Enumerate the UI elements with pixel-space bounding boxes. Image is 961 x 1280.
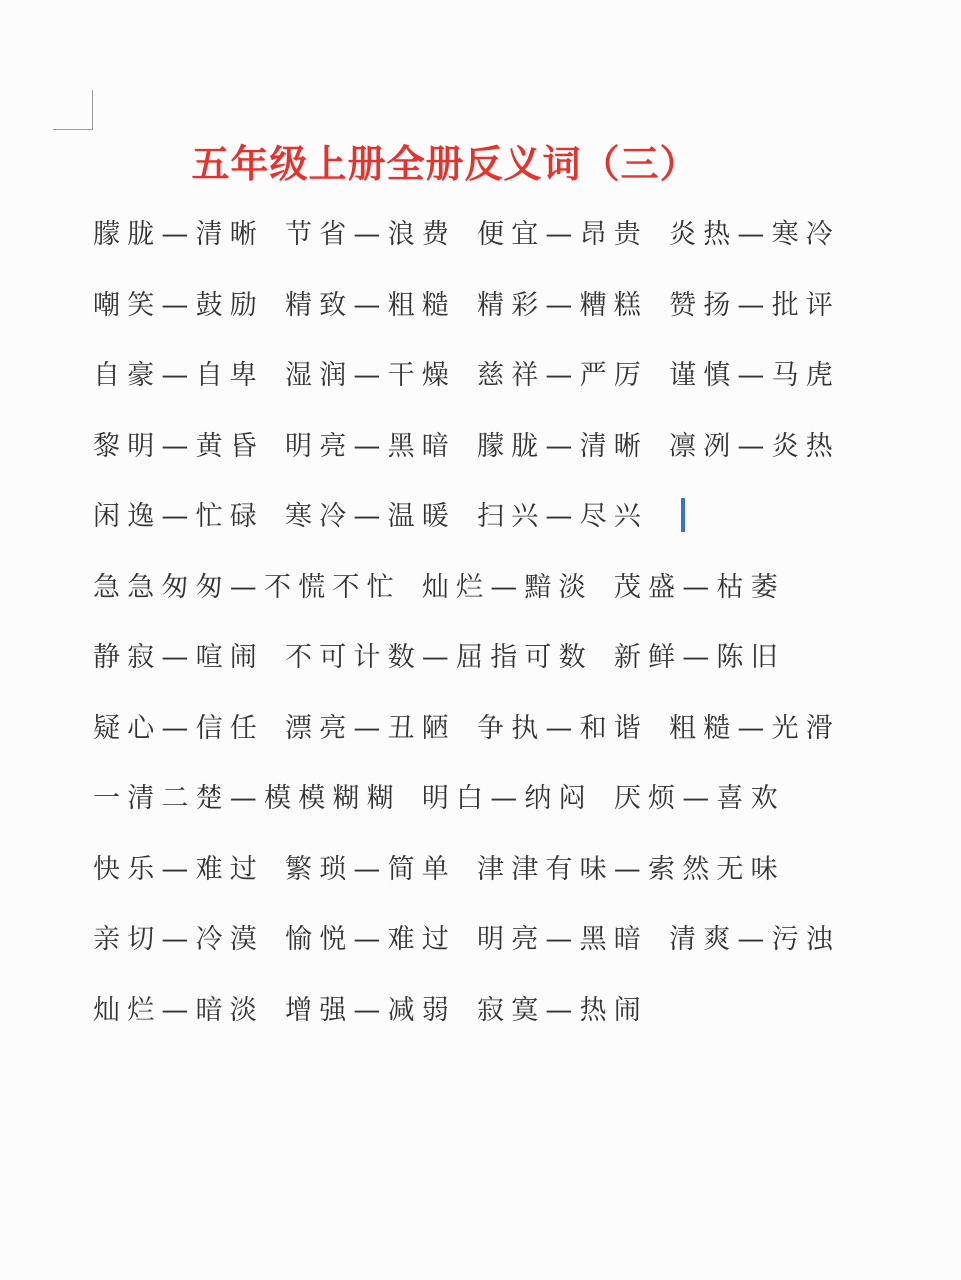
- antonym-pair: 扫兴—尽兴: [477, 501, 648, 532]
- antonym-pair: 节省—浪费: [285, 219, 456, 250]
- antonym-pair: 增强—减弱: [285, 994, 456, 1026]
- antonym-pair: 明白—纳闷: [421, 783, 593, 814]
- antonym-pair: 亲切—冷漠: [93, 924, 264, 955]
- antonym-pair: 粗糙—光滑: [669, 712, 840, 744]
- antonym-line-7: [93, 635, 933, 706]
- antonym-line-6: [93, 565, 933, 636]
- antonym-pair: 凛冽—炎热: [669, 430, 840, 462]
- antonym-pair: 厌烦—喜欢: [613, 783, 785, 814]
- antonym-pair: 朦胧—清晰: [477, 430, 648, 462]
- antonym-pair: 急急匆匆—不慌不忙: [93, 571, 401, 603]
- antonym-pair: 谨慎—马虎: [669, 360, 840, 391]
- antonym-line-11: [93, 917, 933, 988]
- antonym-pair: 慈祥—严厉: [477, 360, 648, 391]
- page-margin-corner-mark: [53, 90, 93, 130]
- antonym-pair: 新鲜—陈旧: [613, 642, 785, 673]
- antonym-pair: 快乐—难过: [93, 853, 264, 885]
- antonym-pair: 便宜—昂贵: [477, 219, 648, 250]
- antonym-pair: 愉悦—难过: [285, 924, 456, 955]
- antonym-pair: 茂盛—枯萎: [613, 571, 785, 603]
- antonym-pair: 闲逸—忙碌: [93, 501, 264, 532]
- antonym-list: [93, 212, 933, 1058]
- antonym-pair: 不可计数—屈指可数: [285, 642, 593, 673]
- antonym-pair: 灿烂—黯淡: [421, 571, 593, 603]
- antonym-line-4: [93, 424, 933, 495]
- antonym-pair: 湿润—干燥: [285, 360, 456, 391]
- antonym-pair: 炎热—寒冷: [669, 219, 840, 250]
- antonym-pair: 赞扬—批评: [669, 289, 840, 321]
- antonym-pair: 静寂—喧闹: [93, 642, 264, 673]
- antonym-pair: 清爽—污浊: [669, 924, 840, 955]
- antonym-pair: 精致—粗糙: [285, 289, 456, 321]
- antonym-pair: 漂亮—丑陋: [285, 712, 456, 744]
- antonym-pair: 津津有味—索然无味: [477, 853, 785, 885]
- antonym-pair: 灿烂—暗淡: [93, 994, 264, 1026]
- antonym-pair: 明亮—黑暗: [477, 924, 648, 955]
- antonym-pair: 争执—和谐: [477, 712, 648, 744]
- antonym-pair: 一清二楚—模模糊糊: [93, 783, 401, 814]
- antonym-line-2: [93, 283, 933, 354]
- antonym-line-3: [93, 353, 933, 424]
- antonym-pair: 明亮—黑暗: [285, 430, 456, 462]
- antonym-line-1: [93, 212, 933, 283]
- antonym-line-8: [93, 706, 933, 777]
- antonym-pair: 自豪—自卑: [93, 360, 264, 391]
- antonym-pair: 寒冷—温暖: [285, 501, 456, 532]
- antonym-pair: 疑心—信任: [93, 712, 264, 744]
- antonym-pair: 繁琐—简单: [285, 853, 456, 885]
- antonym-pair: 寂寞—热闹: [477, 994, 648, 1026]
- antonym-line-9: [93, 776, 933, 847]
- text-cursor[interactable]: [681, 498, 685, 532]
- antonym-pair: 精彩—糟糕: [477, 289, 648, 321]
- antonym-line-12: [93, 988, 933, 1059]
- antonym-pair: 黎明—黄昏: [93, 430, 264, 462]
- document-title: 五年级上册全册反义词（三）: [191, 142, 699, 186]
- antonym-line-10: [93, 847, 933, 918]
- antonym-pair: 嘲笑—鼓励: [93, 289, 264, 321]
- antonym-line-5: [93, 494, 933, 565]
- antonym-pair: 朦胧—清晰: [93, 219, 264, 250]
